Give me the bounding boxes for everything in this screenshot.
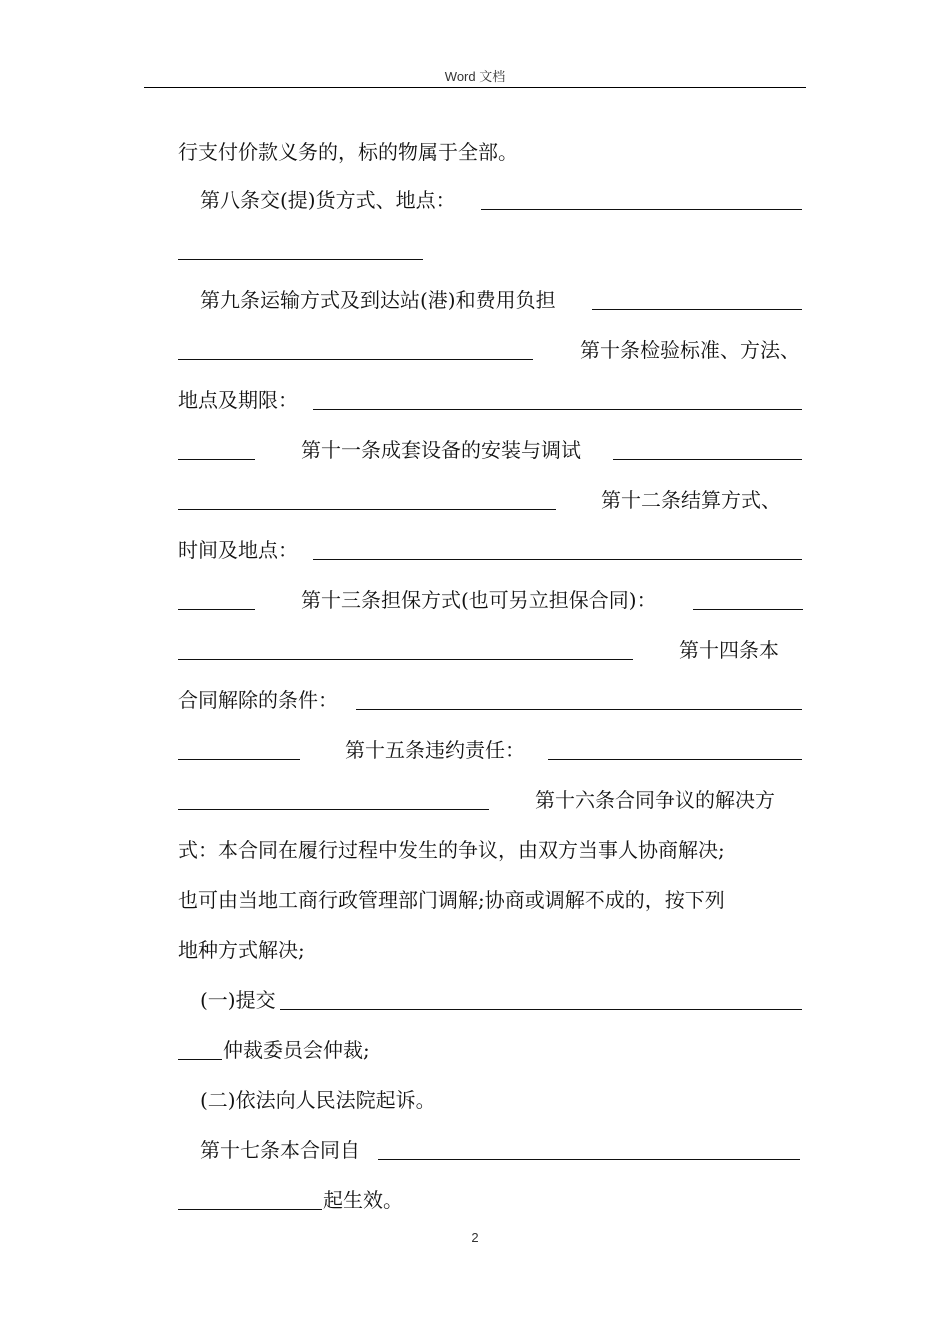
clause-12: 第十二条结算方式、 (601, 488, 781, 512)
text: 合同解除的条件： (178, 688, 338, 712)
text-line (178, 184, 802, 216)
text: 行支付价款义务的，标的物属于全部。 (178, 140, 518, 164)
fill-blank[interactable] (178, 434, 255, 460)
text-line (178, 284, 802, 316)
text: 地点及期限： (178, 388, 298, 412)
text-line (178, 1134, 802, 1166)
text-line (178, 1184, 802, 1216)
text-line (178, 384, 802, 416)
clause-11: 第十一条成套设备的安装与调试 (301, 438, 581, 462)
fill-blank[interactable] (178, 1034, 222, 1060)
text-line (178, 784, 802, 816)
clause-15: 第十五条违约责任： (345, 738, 525, 762)
fill-blank[interactable] (313, 534, 802, 560)
page-number: 2 (471, 1230, 479, 1245)
fill-blank[interactable] (481, 184, 802, 210)
text-line (178, 584, 802, 616)
fill-blank[interactable] (178, 584, 255, 610)
fill-blank[interactable] (280, 984, 802, 1010)
fill-blank[interactable] (592, 284, 802, 310)
text-line (178, 684, 802, 716)
text-line (178, 434, 802, 466)
fill-blank[interactable] (693, 584, 803, 610)
text-line (178, 136, 802, 168)
fill-blank[interactable] (356, 684, 802, 710)
fill-blank[interactable] (178, 484, 556, 510)
option-2: (二)依法向人民法院起诉。 (200, 1088, 436, 1112)
text: 时间及地点： (178, 538, 298, 562)
text-line (178, 334, 802, 366)
text: 地种方式解决; (178, 938, 305, 962)
fill-blank[interactable] (548, 734, 802, 760)
fill-blank[interactable] (178, 734, 300, 760)
fill-blank[interactable] (313, 384, 802, 410)
text: 式：本合同在履行过程中发生的争议，由双方当事人协商解决; (178, 838, 725, 862)
fill-blank[interactable] (178, 784, 489, 810)
text-line (178, 734, 802, 766)
fill-blank[interactable] (178, 334, 533, 360)
text-line (178, 484, 802, 516)
fill-blank[interactable] (613, 434, 802, 460)
text-line (178, 984, 802, 1016)
text-line (178, 884, 802, 916)
text-line (178, 1084, 802, 1116)
fill-blank[interactable] (378, 1134, 800, 1160)
text: 起生效。 (323, 1188, 403, 1212)
clause-10: 第十条检验标准、方法、 (580, 338, 800, 362)
text-line (178, 634, 802, 666)
text-line (178, 834, 802, 866)
text-line (178, 234, 802, 266)
clause-16: 第十六条合同争议的解决方 (535, 788, 775, 812)
fill-blank[interactable] (178, 234, 423, 260)
clause-17: 第十七条本合同自 (200, 1138, 360, 1162)
text-line (178, 534, 802, 566)
text: 也可由当地工商行政管理部门调解;协商或调解不成的，按下列 (178, 888, 725, 912)
clause-13: 第十三条担保方式(也可另立担保合同)： (301, 588, 657, 612)
header-rule (144, 87, 806, 88)
text-line (178, 1034, 802, 1066)
text: 仲裁委员会仲裁; (223, 1038, 370, 1062)
fill-blank[interactable] (178, 1184, 322, 1210)
option-1: (一)提交 (200, 988, 276, 1012)
page-header: Word 文档 (444, 69, 506, 84)
fill-blank[interactable] (178, 634, 633, 660)
text-line (178, 934, 802, 966)
clause-8: 第八条交(提)货方式、地点： (200, 188, 456, 212)
clause-9: 第九条运输方式及到达站(港)和费用负担 (200, 288, 556, 312)
clause-14: 第十四条本 (679, 638, 779, 662)
